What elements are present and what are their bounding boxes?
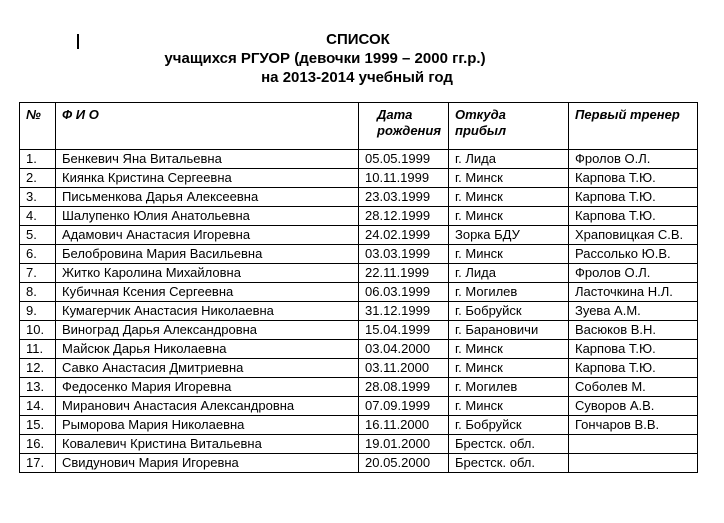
document-title: СПИСОК bbox=[326, 31, 390, 48]
cell-name: Виноград Дарья Александровна bbox=[56, 321, 359, 340]
cell-birth-date: 06.03.1999 bbox=[359, 283, 449, 302]
document-period: на 2013-2014 учебный год bbox=[261, 69, 453, 86]
cell-number: 8. bbox=[20, 283, 56, 302]
cell-origin: г. Минск bbox=[449, 207, 569, 226]
table-row bbox=[20, 302, 698, 321]
cell-name: Киянка Кристина Сергеевна bbox=[56, 169, 359, 188]
cell-number: 16. bbox=[20, 435, 56, 454]
cell-birth-date: 19.01.2000 bbox=[359, 435, 449, 454]
cell-birth-date: 05.05.1999 bbox=[359, 150, 449, 169]
cell-origin: г. Минск bbox=[449, 169, 569, 188]
cell-coach: Карпова Т.Ю. bbox=[569, 169, 698, 188]
cell-number: 1. bbox=[20, 150, 56, 169]
cell-name: Кубичная Ксения Сергеевна bbox=[56, 283, 359, 302]
table-row bbox=[20, 245, 698, 264]
cell-origin: г. Лида bbox=[449, 150, 569, 169]
column-header-coach: Первый тренер bbox=[569, 103, 698, 150]
cell-name: Федосенко Мария Игоревна bbox=[56, 378, 359, 397]
table-row bbox=[20, 150, 698, 169]
cell-coach: Фролов О.Л. bbox=[569, 150, 698, 169]
cell-coach: Храповицкая С.В. bbox=[569, 226, 698, 245]
column-header-origin-label: Откуда прибыл bbox=[455, 107, 507, 138]
cell-origin: г. Минск bbox=[449, 359, 569, 378]
cell-origin: г. Бобруйск bbox=[449, 302, 569, 321]
cell-birth-date: 28.12.1999 bbox=[359, 207, 449, 226]
cell-coach: Ласточкина Н.Л. bbox=[569, 283, 698, 302]
cell-name: Рыморова Мария Николаевна bbox=[56, 416, 359, 435]
column-header-fio: Ф И О bbox=[56, 103, 359, 150]
cell-coach: Васюков В.Н. bbox=[569, 321, 698, 340]
table-row bbox=[20, 264, 698, 283]
cell-coach: Рассолько Ю.В. bbox=[569, 245, 698, 264]
cell-name: Кумагерчик Анастасия Николаевна bbox=[56, 302, 359, 321]
cell-coach: Гончаров В.В. bbox=[569, 416, 698, 435]
cell-origin: г. Барановичи bbox=[449, 321, 569, 340]
cell-birth-date: 03.03.1999 bbox=[359, 245, 449, 264]
table-row bbox=[20, 283, 698, 302]
table-row bbox=[20, 226, 698, 245]
cell-birth-date: 16.11.2000 bbox=[359, 416, 449, 435]
cell-number: 2. bbox=[20, 169, 56, 188]
cell-birth-date: 10.11.1999 bbox=[359, 169, 449, 188]
table-row bbox=[20, 435, 698, 454]
cell-birth-date: 07.09.1999 bbox=[359, 397, 449, 416]
cell-name: Майсюк Дарья Николаевна bbox=[56, 340, 359, 359]
cell-number: 12. bbox=[20, 359, 56, 378]
cell-birth-date: 03.11.2000 bbox=[359, 359, 449, 378]
cell-coach: Фролов О.Л. bbox=[569, 264, 698, 283]
table-row bbox=[20, 416, 698, 435]
cell-name: Житко Каролина Михайловна bbox=[56, 264, 359, 283]
students-table bbox=[19, 102, 698, 473]
cell-name: Адамович Анастасия Игоревна bbox=[56, 226, 359, 245]
cell-number: 9. bbox=[20, 302, 56, 321]
cell-number: 6. bbox=[20, 245, 56, 264]
column-header-origin bbox=[449, 103, 569, 150]
cell-birth-date: 03.04.2000 bbox=[359, 340, 449, 359]
cell-number: 4. bbox=[20, 207, 56, 226]
cell-origin: г. Минск bbox=[449, 188, 569, 207]
cell-birth-date: 15.04.1999 bbox=[359, 321, 449, 340]
table-row bbox=[20, 359, 698, 378]
cell-number: 10. bbox=[20, 321, 56, 340]
cell-number: 7. bbox=[20, 264, 56, 283]
cell-origin: г. Бобруйск bbox=[449, 416, 569, 435]
cell-birth-date: 31.12.1999 bbox=[359, 302, 449, 321]
cell-number: 13. bbox=[20, 378, 56, 397]
cell-coach: Зуева А.М. bbox=[569, 302, 698, 321]
cell-origin: Зорка БДУ bbox=[449, 226, 569, 245]
cell-origin: Брестск. обл. bbox=[449, 454, 569, 473]
column-header-num: № bbox=[20, 103, 56, 150]
cell-number: 5. bbox=[20, 226, 56, 245]
cell-birth-date: 20.05.2000 bbox=[359, 454, 449, 473]
cell-birth-date: 28.08.1999 bbox=[359, 378, 449, 397]
table-row bbox=[20, 207, 698, 226]
cell-number: 17. bbox=[20, 454, 56, 473]
cell-number: 3. bbox=[20, 188, 56, 207]
cell-coach: Карпова Т.Ю. bbox=[569, 207, 698, 226]
document-subtitle: учащихся РГУОР (девочки 1999 – 2000 гг.р.) bbox=[164, 50, 486, 67]
cell-name: Миранович Анастасия Александровна bbox=[56, 397, 359, 416]
cell-number: 14. bbox=[20, 397, 56, 416]
cell-name: Белобровина Мария Васильевна bbox=[56, 245, 359, 264]
cell-origin: г. Могилев bbox=[449, 283, 569, 302]
cell-number: 15. bbox=[20, 416, 56, 435]
cell-coach bbox=[569, 435, 698, 454]
cell-origin: Брестск. обл. bbox=[449, 435, 569, 454]
cell-coach: Суворов А.В. bbox=[569, 397, 698, 416]
table-row bbox=[20, 378, 698, 397]
cell-origin: г. Минск bbox=[449, 397, 569, 416]
cell-name: Савко Анастасия Дмитриевна bbox=[56, 359, 359, 378]
table-row bbox=[20, 340, 698, 359]
table-row bbox=[20, 397, 698, 416]
column-header-dob bbox=[359, 103, 449, 150]
cell-coach: Соболев М. bbox=[569, 378, 698, 397]
cell-name: Шалупенко Юлия Анатольевна bbox=[56, 207, 359, 226]
cell-origin: г. Минск bbox=[449, 245, 569, 264]
table-row bbox=[20, 188, 698, 207]
cell-origin: г. Лида bbox=[449, 264, 569, 283]
cell-origin: г. Могилев bbox=[449, 378, 569, 397]
cell-name: Бенкевич Яна Витальевна bbox=[56, 150, 359, 169]
cell-birth-date: 23.03.1999 bbox=[359, 188, 449, 207]
table-header-row bbox=[20, 103, 698, 150]
table-body bbox=[20, 150, 698, 473]
cell-coach: Карпова Т.Ю. bbox=[569, 359, 698, 378]
cell-origin: г. Минск bbox=[449, 340, 569, 359]
cell-birth-date: 22.11.1999 bbox=[359, 264, 449, 283]
cell-coach bbox=[569, 454, 698, 473]
table-row bbox=[20, 169, 698, 188]
cell-name: Свидунович Мария Игоревна bbox=[56, 454, 359, 473]
column-header-dob-label: Дата рождения bbox=[377, 107, 441, 138]
cell-name: Письменкова Дарья Алексеевна bbox=[56, 188, 359, 207]
cell-coach: Карпова Т.Ю. bbox=[569, 188, 698, 207]
table-row bbox=[20, 454, 698, 473]
cell-name: Ковалевич Кристина Витальевна bbox=[56, 435, 359, 454]
cell-number: 11. bbox=[20, 340, 56, 359]
cell-coach: Карпова Т.Ю. bbox=[569, 340, 698, 359]
cell-birth-date: 24.02.1999 bbox=[359, 226, 449, 245]
table-row bbox=[20, 321, 698, 340]
